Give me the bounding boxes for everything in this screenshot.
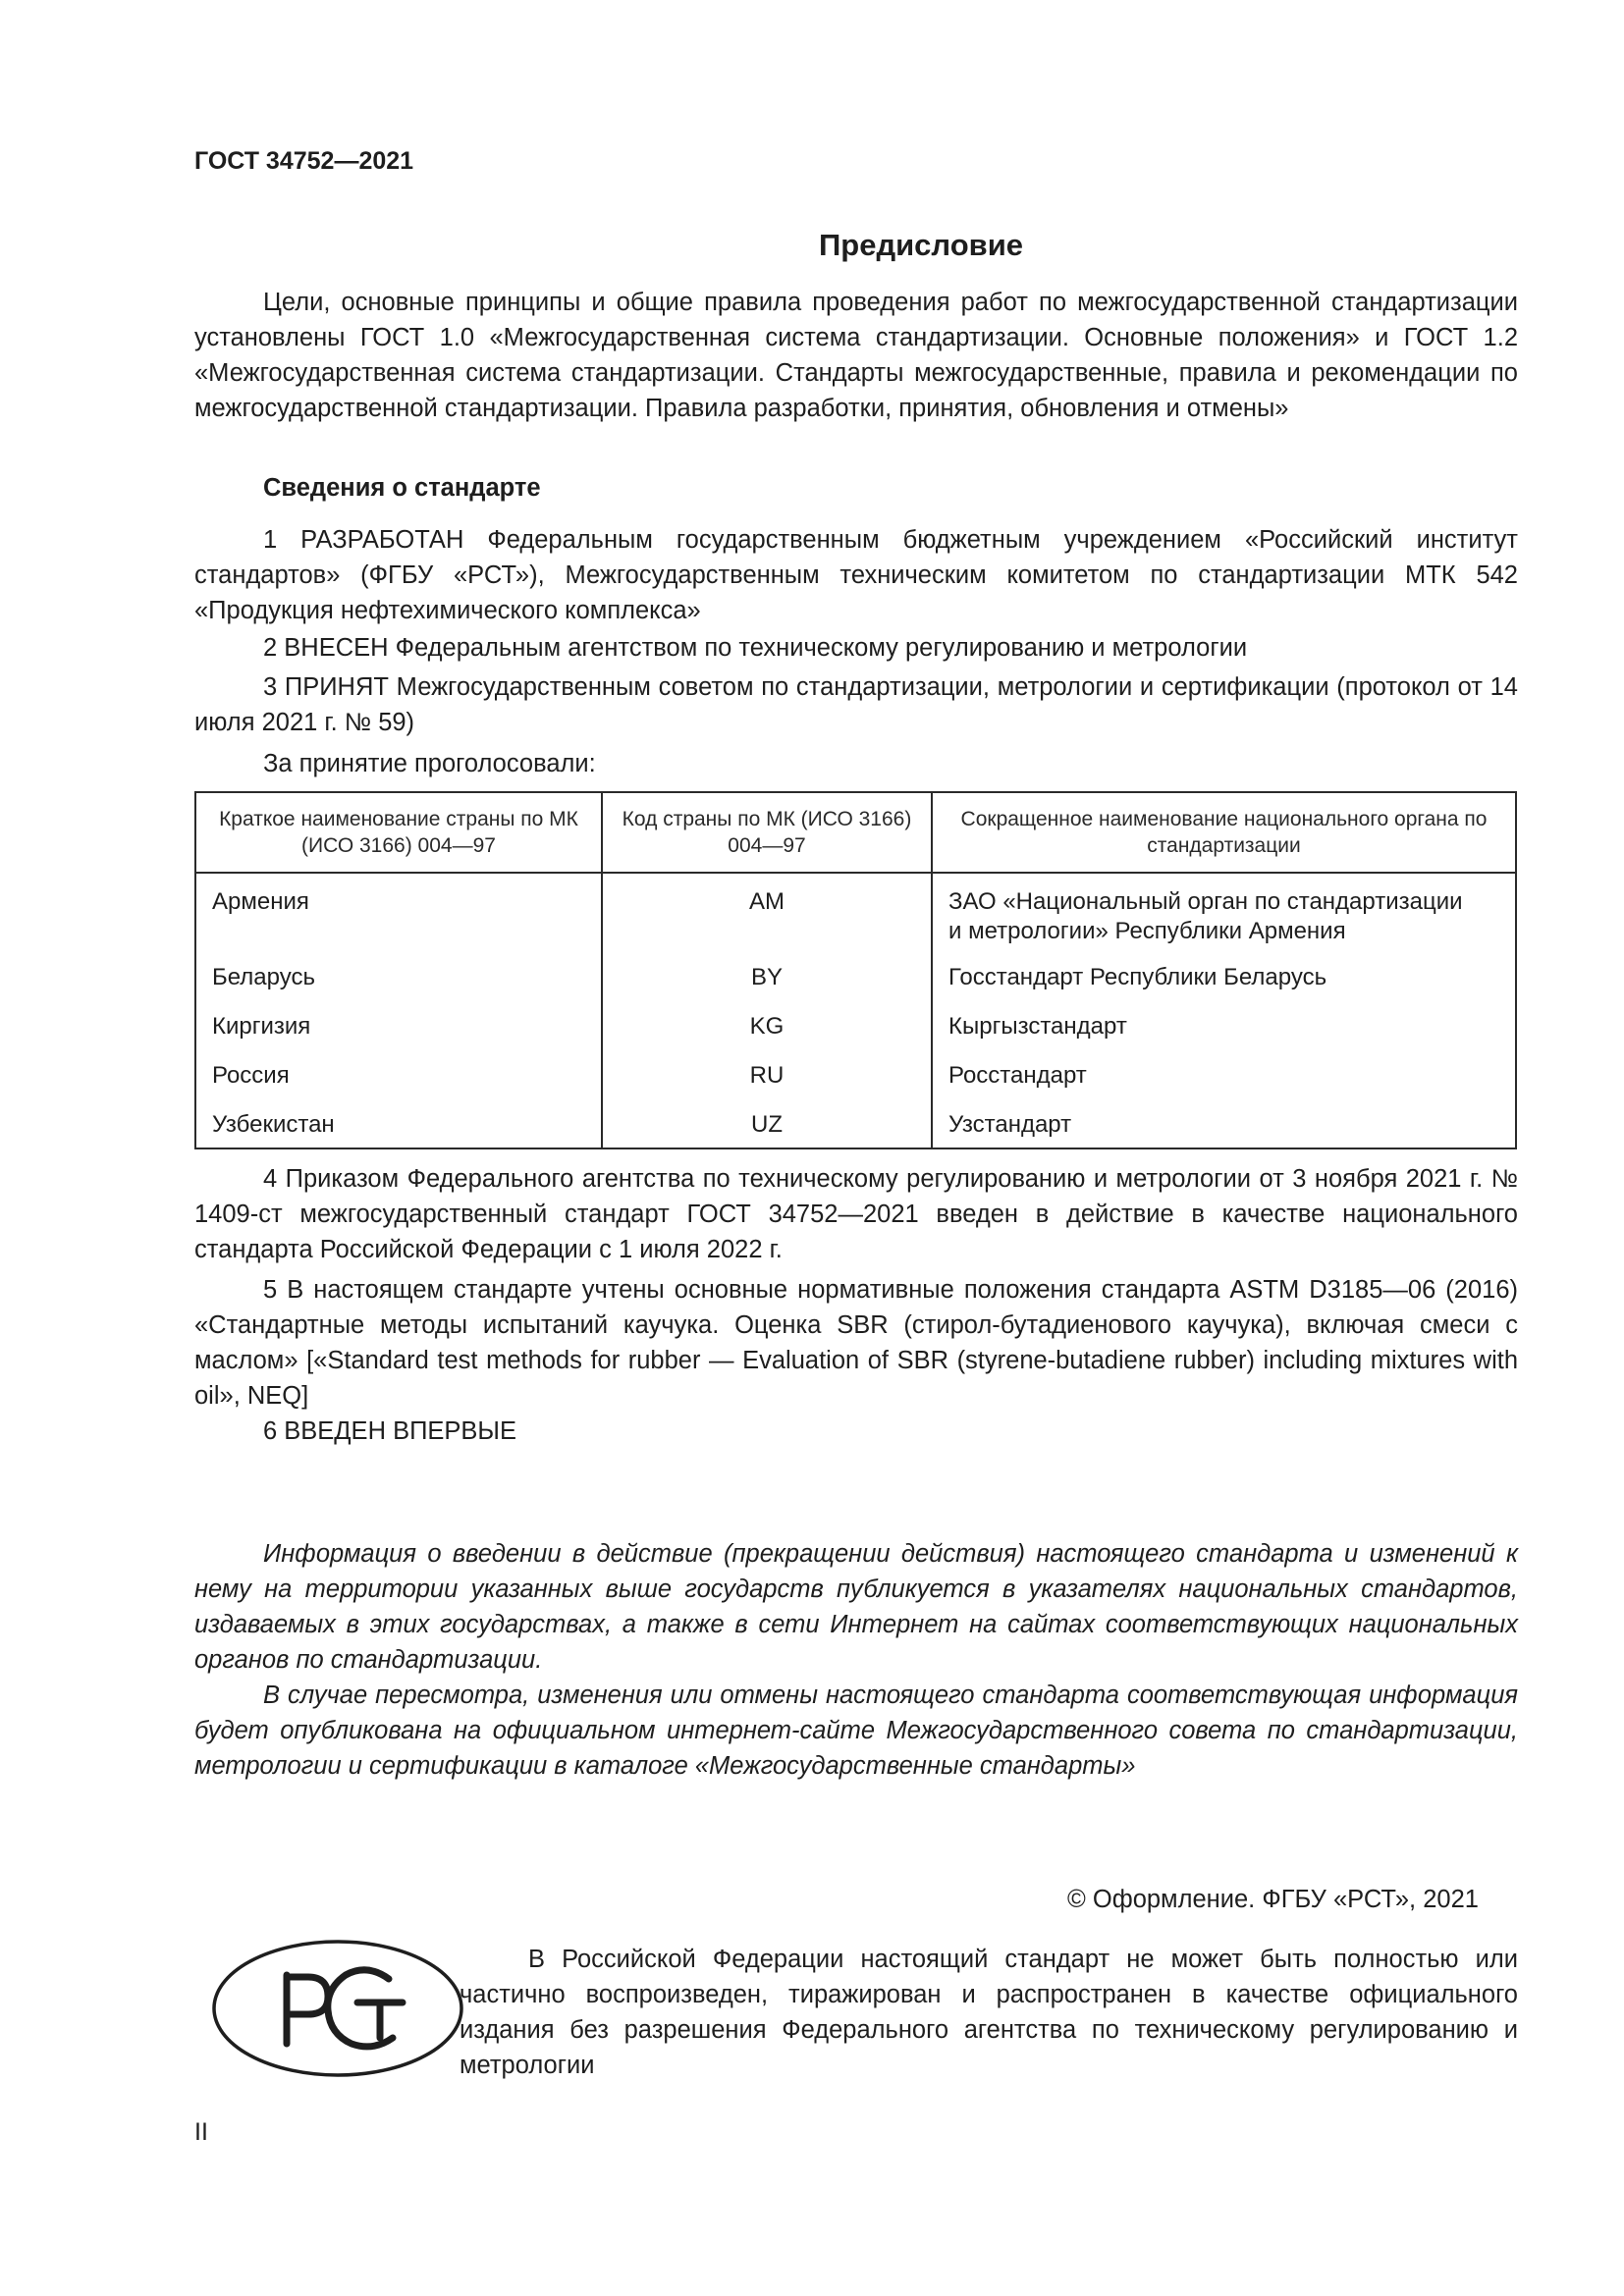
table-row [195, 873, 1516, 963]
section-heading: Сведения о стандарте [263, 474, 541, 502]
item-3-adopted: 3 ПРИНЯТ Межгосударственным советом по стандартизации, метрологии и сертификации (протокол от 14 июля 2021 г. № 59) [194, 673, 1518, 736]
page-number: II [194, 2118, 208, 2146]
page-title: Предисловие [818, 228, 1023, 262]
table-row [195, 1110, 1516, 1148]
voting-table [194, 791, 1517, 1149]
code-cell: AM [602, 873, 932, 963]
voted-label: За принятие проголосовали: [263, 750, 596, 777]
document-code: ГОСТ 34752—2021 [194, 147, 414, 175]
organization-cell [932, 873, 1516, 963]
code-cell: RU [602, 1061, 932, 1110]
item-4-order: 4 Приказом Федерального агентства по техническому регулированию и метрологии от 3 ноября 2021 г. № 1409-ст межгосударственный стандарт ГОСТ 34752—2021 введен в действие в качестве национального стандарта Российской Федерации с 1 июля 2022 г. [194, 1165, 1518, 1263]
organization-line: ЗАО «Национальный орган по стандартизации [948, 888, 1463, 915]
rst-logo [210, 1936, 465, 2081]
organization-line: и метрологии» Республики Армения [948, 918, 1346, 944]
restriction-notice: В Российской Федерации настоящий стандарт не может быть полностью или частично воспроизведен, тиражирован и распространен в качестве официального издания без разрешения Федерального агентства по техническому регулированию и метрологии [460, 1946, 1518, 2079]
intro-paragraph: Цели, основные принципы и общие правила проведения работ по межгосударственной стандартизации установлены ГОСТ 1.0 «Межгосударственная система стандартизации. Основные положения» и ГОСТ 1.2 «Межгосударственная система стандартизации. Стандарты межгосударственные, правила и рекомендации по межгосударственной стандартизации. Правила разработки, принятия, обновления и отмены» [194, 289, 1518, 422]
info-paragraph: Информация о введении в действие (прекращении действия) настоящего стандарта и изменений к нему на территории указанных выше государств публикуется в указателях национальных стандартов, издаваемых в этих государствах, а также в сети Интернет на сайтах соответствующих национальных органов по стандартизации. [194, 1540, 1518, 1674]
country-cell: Россия [195, 1061, 602, 1110]
country-cell: Армения [195, 873, 602, 963]
code-cell: UZ [602, 1110, 932, 1148]
country-cell: Беларусь [195, 963, 602, 1012]
organization-cell: Госстандарт Республики Беларусь [932, 963, 1516, 1012]
info-block [194, 1536, 1518, 1784]
header-country: Краткое наименование страны по МК (ИСО 3166) 004—97 [195, 792, 602, 873]
item-2-submitted: 2 ВНЕСЕН Федеральным агентством по техническому регулированию и метрологии [263, 634, 1248, 662]
header-code: Код страны по МК (ИСО 3166) 004—97 [602, 792, 932, 873]
table-row [195, 963, 1516, 1012]
header-organization: Сокращенное наименование национального органа по стандартизации [932, 792, 1516, 873]
country-cell: Киргизия [195, 1012, 602, 1061]
organization-cell: Кыргызстандарт [932, 1012, 1516, 1061]
code-cell: BY [602, 963, 932, 1012]
table-header-row [195, 792, 1516, 873]
country-cell: Узбекистан [195, 1110, 602, 1148]
table-row [195, 1012, 1516, 1061]
table-row [195, 1061, 1516, 1110]
item-1-developed: 1 РАЗРАБОТАН Федеральным государственным бюджетным учреждением «Российский институт стандартов» (ФГБУ «РСТ»), Межгосударственным техническим комитетом по стандартизации МТК 542 «Продукция нефтехимического комплекса» [194, 526, 1518, 624]
organization-cell: Росстандарт [932, 1061, 1516, 1110]
item-6-introduced: 6 ВВЕДЕН ВПЕРВЫЕ [263, 1417, 517, 1445]
item-5-astm: 5 В настоящем стандарте учтены основные нормативные положения стандарта ASTM D3185—06 (2016) «Стандартные методы испытаний каучука. Оценка SBR (стирол-бутадиенового каучука), включая смеси с маслом» [«Standard test methods for rubber — Evaluation of SBR (styrene-butadiene rubber) including mixtures with oil», NEQ] [194, 1276, 1518, 1410]
organization-cell: Узстандарт [932, 1110, 1516, 1148]
code-cell: KG [602, 1012, 932, 1061]
info-paragraph: В случае пересмотра, изменения или отмены настоящего стандарта соответствующая информация будет опубликована на официальном интернет-сайте Межгосударственного совета по стандартизации, метрологии и сертификации в каталоге «Межгосударственные стандарты» [194, 1682, 1518, 1780]
copyright-notice: © Оформление. ФГБУ «РСТ», 2021 [1067, 1886, 1479, 1913]
